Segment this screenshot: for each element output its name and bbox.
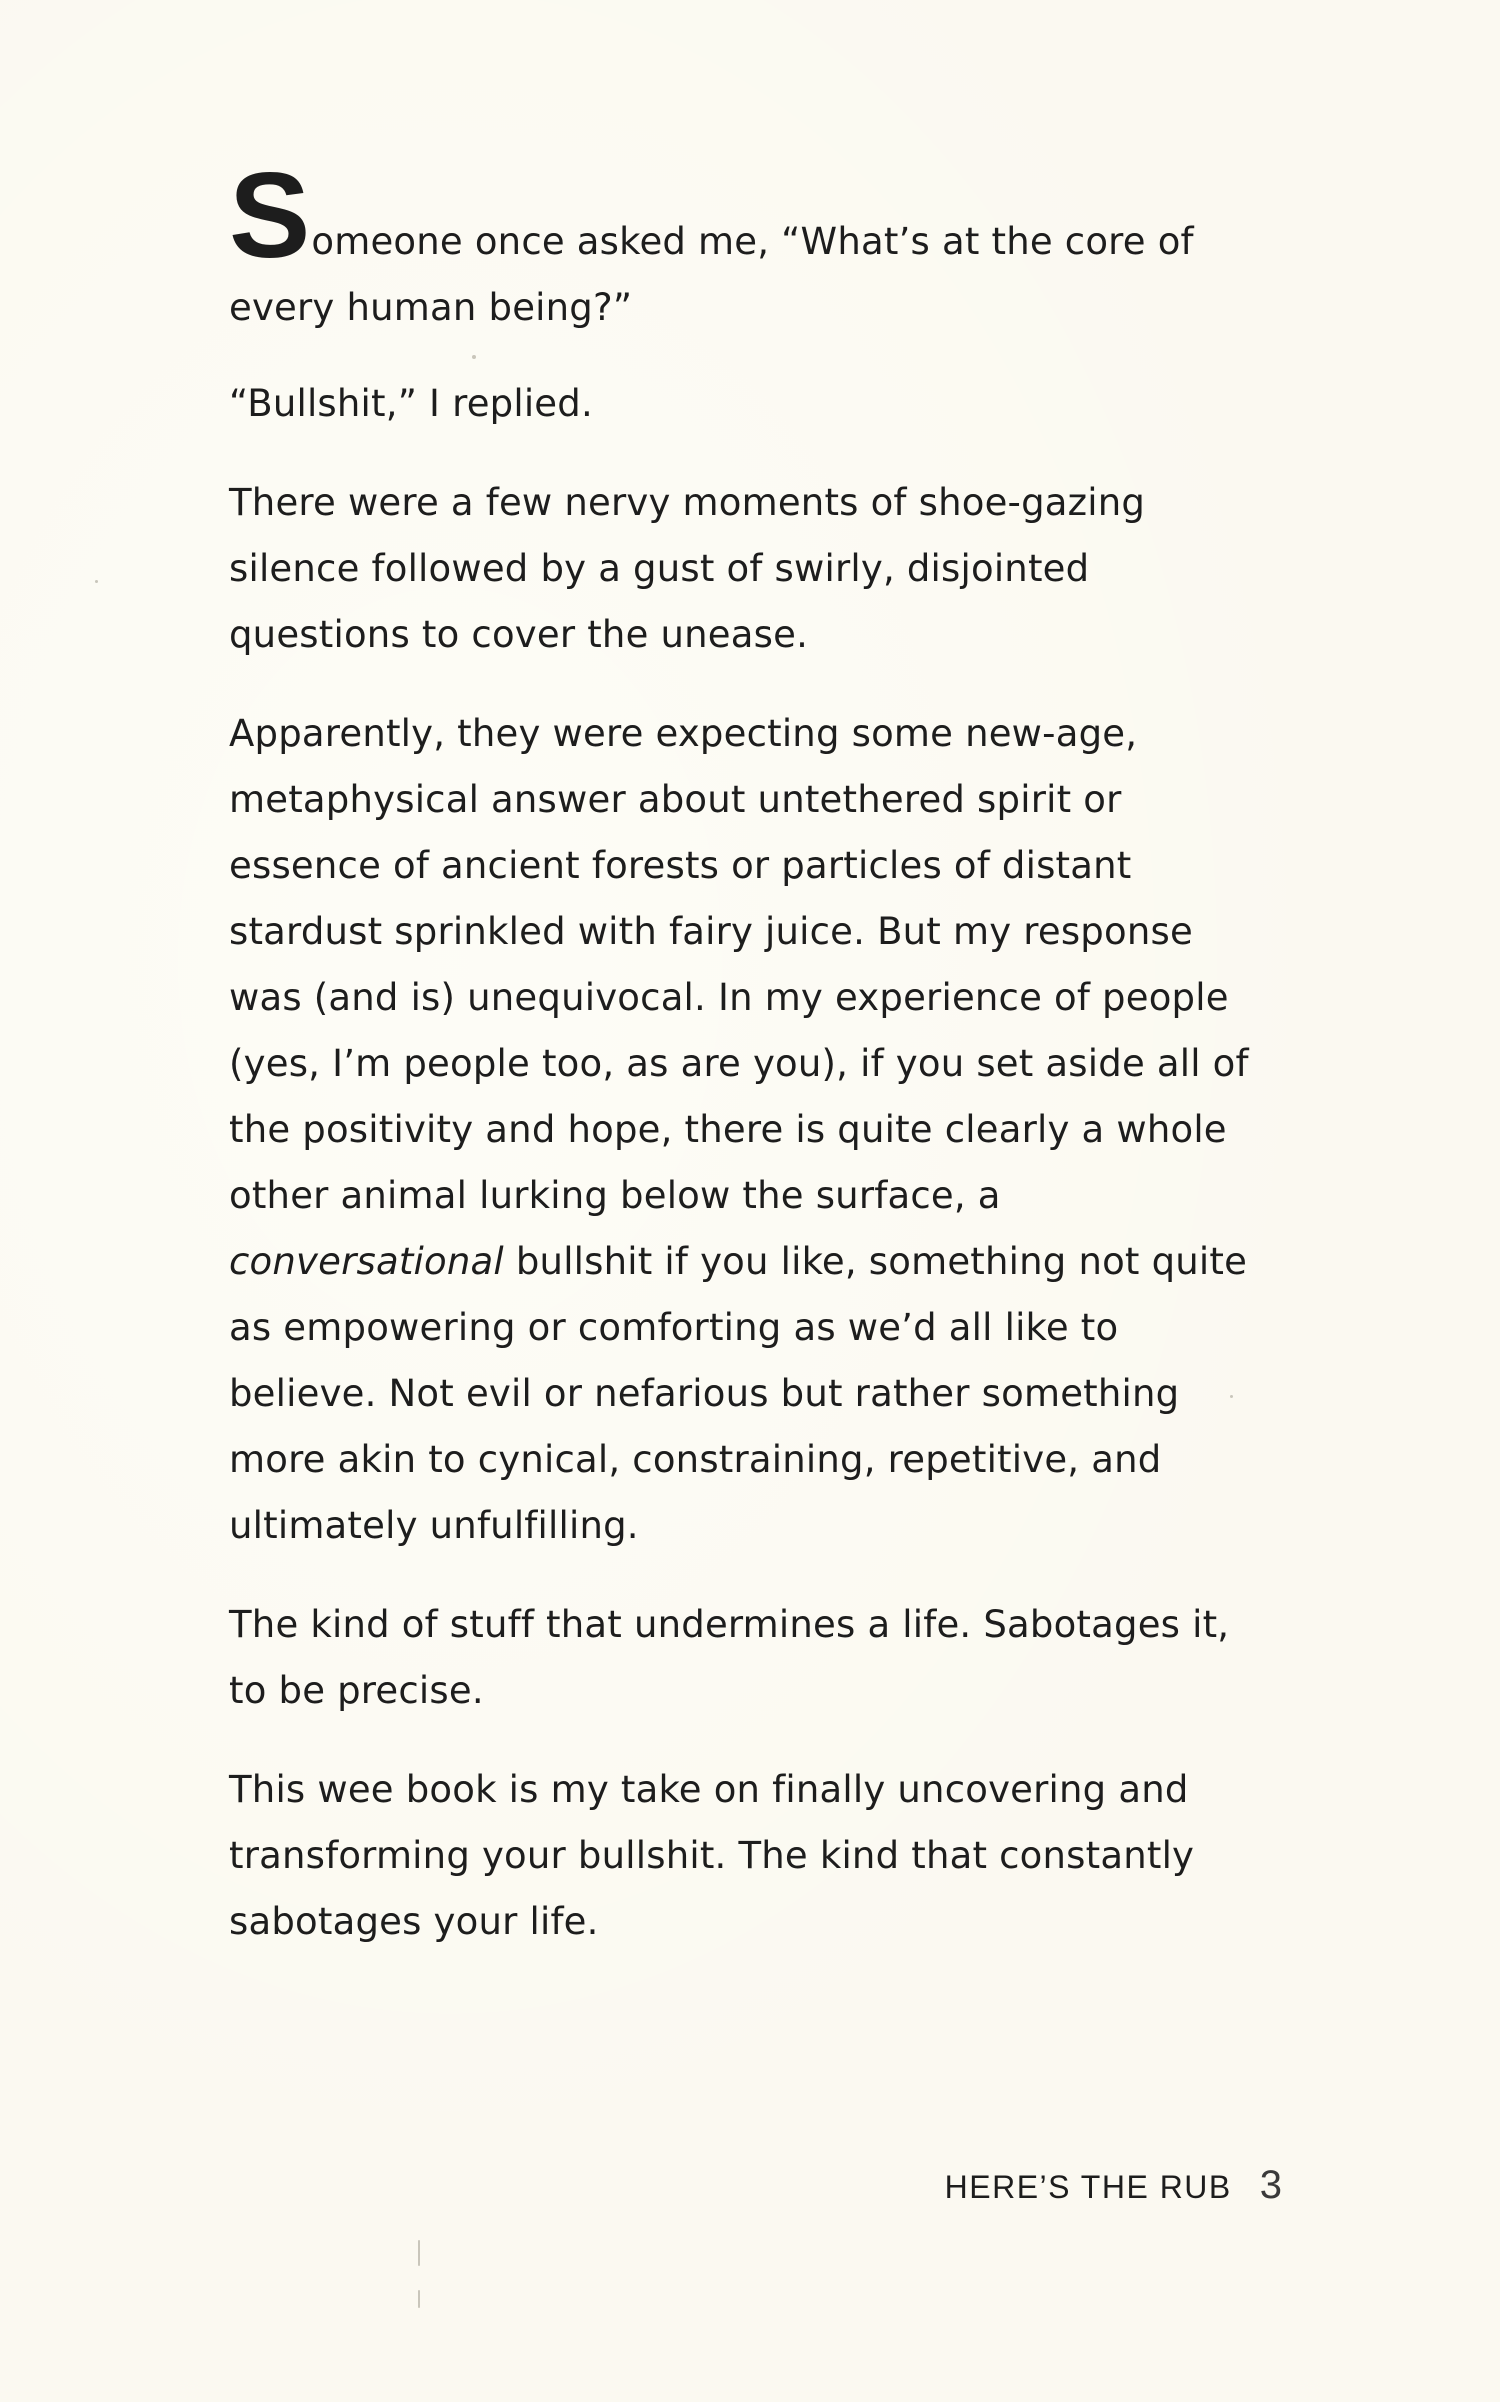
page-footer: [945, 2163, 1282, 2208]
paragraph-5: The kind of stuff that undermines a life. Sabotages it, to be precise.: [229, 1603, 1230, 1712]
paragraph-1: [229, 147, 1249, 341]
paper-speck: [418, 2240, 420, 2266]
paragraph-4: [229, 701, 1249, 1559]
drop-cap: S: [229, 147, 311, 283]
paragraph-6: This wee book is my take on finally uncovering and transforming your bullshit. The kind that constantly sabotages your life.: [229, 1768, 1195, 1943]
running-head: HERE’S THE RUB: [944, 2169, 1232, 2205]
paragraph-2: “Bullshit,” I replied.: [229, 382, 593, 425]
paragraph-4-text-b: bullshit if you like, something not quite as empowering or comforting as we’d all like to believe. Not evil or nefarious but rather something more akin to cynical, constraining, repetitive, and ultimately unfulfilling.: [229, 1240, 1248, 1547]
paper-speck: [95, 580, 98, 583]
paper-speck: [1230, 1395, 1233, 1398]
paragraph-1-text: omeone once asked me, “What’s at the core of every human being?”: [229, 220, 1194, 329]
paragraph-4-text-a: Apparently, they were expecting some new-age, metaphysical answer about untethered spirit or essence of ancient forests or particles of distant stardust sprinkled with fairy juice. But my response was (and is) unequivocal. In my experience of people (yes, I’m people too, as are you), if you set aside all of the positivity and hope, there is quite clearly a whole other animal lurking below the surface, a: [229, 712, 1249, 1217]
body-text: [229, 147, 1249, 1988]
page-number: 3: [1259, 2163, 1282, 2207]
paper-speck: [418, 2290, 420, 2308]
paragraph-4-italic: conversational: [229, 1240, 504, 1283]
paragraph-3: There were a few nervy moments of shoe-gazing silence followed by a gust of swirly, disjointed questions to cover the unease.: [229, 481, 1146, 656]
paper-speck: [472, 355, 476, 359]
